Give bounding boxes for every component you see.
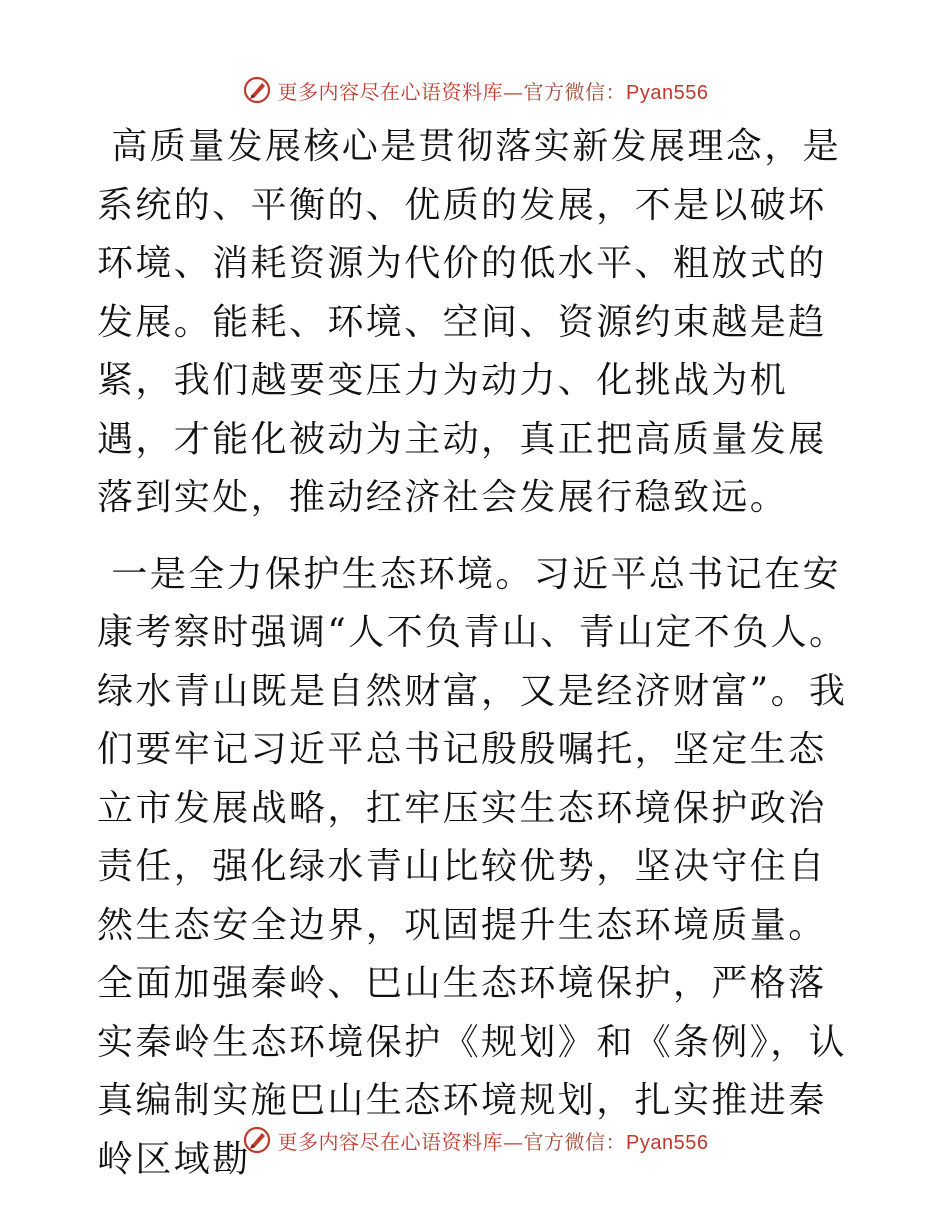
- paragraph-intro: 高质量发展核心是贯彻落实新发展理念，是系统的、平衡的、优质的发展，不是以破坏环境、消耗资源为代价的低水平、粗放式的发展。能耗、环境、空间、资源约束越是趋紧，我们越要变压力为动力、化挑战为机遇，才能化被动为主动，真正把高质量发展落到实处，推动经济社会发展行稳致远。: [97, 126, 841, 518]
- header-watermark-banner: [0, 70, 950, 110]
- footer-watermark-banner: [0, 1120, 950, 1160]
- paragraph-ecology: 一是全力保护生态环境。习近平总书记在安康考察时强调“人不负青山、青山定不负人。绿水青山既是自然财富，又是经济财富”。我们要牢记习近平总书记殷殷嘱托，坚定生态立市发展战略，扛牢压实生态环境保护政治责任，强化绿水青山比较优势，坚决守住自然生态安全边界，巩固提升生态环境质量。全面加强秦岭、巴山生态环境保护，严格落实秦岭生态环境保护《规划》和《条例》，认真编制实施巴山生态环境规划，扎实推进秦岭区域勘: [97, 553, 848, 1180]
- watermark-text: 更多内容尽在心语资料库—官方微信：Pyan556: [277, 1129, 709, 1154]
- watermark-text: 更多内容尽在心语资料库—官方微信：Pyan556: [277, 79, 709, 104]
- document-body: [97, 118, 857, 1189]
- pen-seal-icon: [242, 1125, 272, 1155]
- pen-seal-icon: [242, 75, 272, 105]
